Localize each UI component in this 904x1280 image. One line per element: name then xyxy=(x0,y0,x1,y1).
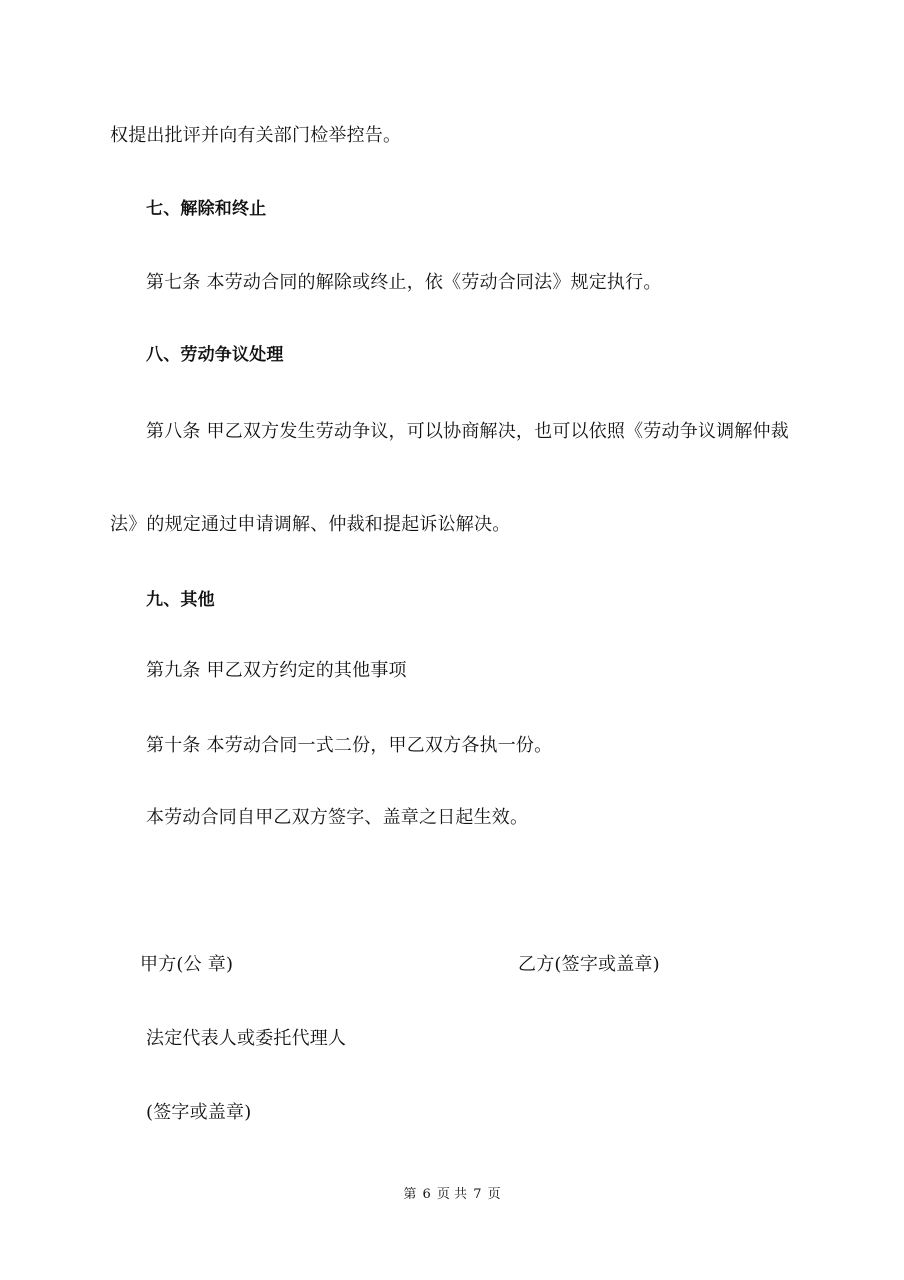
footer-middle: 页 共 xyxy=(436,1187,468,1202)
section-heading-termination: 七、解除和终止 xyxy=(146,199,267,219)
total-pages-number: 7 xyxy=(473,1187,482,1202)
page-footer xyxy=(0,1186,904,1204)
article-7: 第七条 本劳动合同的解除或终止，依《劳动合同法》规定执行。 xyxy=(146,272,662,293)
article-10: 第十条 本劳动合同一式二份，甲乙双方各执一份。 xyxy=(146,735,553,756)
signature-or-seal-label: (签字或盖章) xyxy=(146,1102,252,1123)
section-heading-labor-dispute: 八、劳动争议处理 xyxy=(146,345,284,365)
paragraph-continuation: 权提出批评并向有关部门检举控告。 xyxy=(110,125,402,146)
party-b-signature-label: 乙方(签字或盖章) xyxy=(518,954,660,975)
footer-prefix: 第 xyxy=(403,1187,417,1202)
section-heading-other: 九、其他 xyxy=(146,590,215,610)
footer-suffix: 页 xyxy=(487,1187,501,1202)
article-8-line-1: 第八条 甲乙双方发生劳动争议，可以协商解决，也可以依照《劳动争议调解仲裁 xyxy=(146,421,789,442)
article-8-line-2: 法》的规定通过申请调解、仲裁和提起诉讼解决。 xyxy=(110,514,511,535)
party-a-seal-label: 甲方(公 章) xyxy=(140,954,234,975)
current-page-number: 6 xyxy=(422,1187,431,1202)
article-9: 第九条 甲乙双方约定的其他事项 xyxy=(146,660,407,681)
effective-clause: 本劳动合同自甲乙双方签字、盖章之日起生效。 xyxy=(146,807,529,828)
legal-representative-label: 法定代表人或委托代理人 xyxy=(146,1028,347,1049)
